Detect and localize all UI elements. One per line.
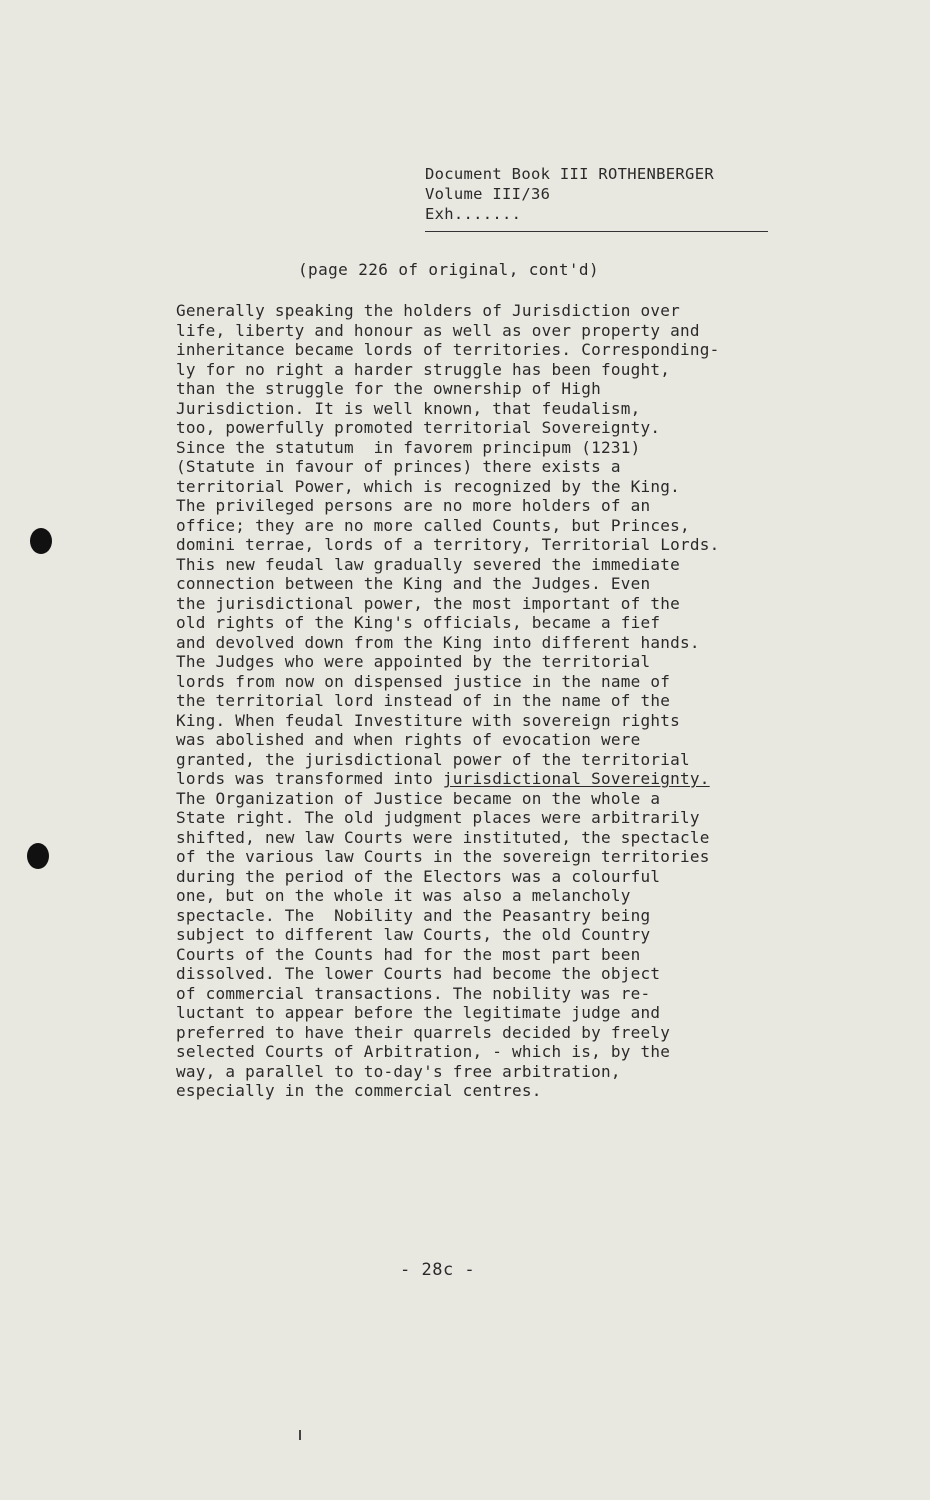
header-exhibit: Exh....... (425, 205, 522, 223)
body-line: subject to different law Courts, the old Country (176, 925, 651, 944)
body-line: office; they are no more called Counts, but Princes, (176, 515, 690, 535)
body-line-underlined (176, 769, 826, 789)
body-line: The privileged persons are no more holders of an (176, 496, 651, 515)
body-line: during the period of the Electors was a colourful (176, 866, 661, 886)
body-line: of commercial transactions. The nobility was re- (176, 983, 651, 1003)
body-line: spectacle. The Nobility and the Peasantry being (176, 905, 651, 925)
body-line: one, but on the whole it was also a melancholy (176, 886, 631, 905)
header-volume: Volume III/36 (425, 185, 551, 203)
body-line: This new feudal law gradually severed the immediate (176, 554, 681, 574)
body-text (176, 301, 826, 1101)
body-line: and devolved down from the King into different hands. (176, 632, 700, 652)
body-line: old rights of the King's officials, became a fief (176, 613, 661, 632)
body-line: connection between the King and the Judges. Even (176, 574, 651, 593)
document-header (425, 164, 825, 224)
body-line: especially in the commercial centres. (176, 1081, 542, 1100)
body-line: The Judges who were appointed by the territorial (176, 652, 651, 671)
body-line: luctant to appear before the legitimate judge and (176, 1003, 661, 1022)
body-line: territorial Power, which is recognized by the King. (176, 476, 681, 496)
margin-mark (299, 1430, 301, 1440)
body-line: ly for no right a harder struggle has been fought, (176, 359, 671, 379)
body-line: domini terrae, lords of a territory, Territorial Lords. (176, 535, 720, 554)
body-line: the territorial lord instead of in the name of the (176, 691, 671, 710)
body-line: Generally speaking the holders of Jurisdiction over (176, 301, 681, 320)
body-lines-after (176, 789, 826, 1101)
body-line: too, powerfully promoted territorial Sovereignty. (176, 418, 661, 437)
underlined-line-prefix: lords was transformed into (176, 769, 443, 788)
body-line: than the struggle for the ownership of High (176, 379, 601, 398)
body-line: State right. The old judgment places were arbitrarily (176, 808, 700, 827)
body-line: life, liberty and honour as well as over property and (176, 320, 700, 340)
body-line: inheritance became lords of territories. Corresponding- (176, 340, 720, 359)
page-reference: (page 226 of original, cont'd) (298, 260, 599, 279)
body-line: the jurisdictional power, the most important of the (176, 593, 681, 613)
body-line: King. When feudal Investiture with sovereign rights (176, 710, 681, 730)
body-line: The Organization of Justice became on the whole a (176, 788, 661, 808)
body-line: Courts of the Counts had for the most part been (176, 944, 641, 964)
header-document-book: Document Book III ROTHENBERGER (425, 165, 714, 183)
body-line: shifted, new law Courts were instituted, the spectacle (176, 827, 710, 847)
body-line: granted, the jurisdictional power of the territorial (176, 749, 690, 769)
punch-hole-mark (30, 528, 52, 554)
header-divider (425, 231, 768, 232)
underlined-phrase: jurisdictional Sovereignty. (442, 769, 710, 788)
body-line: way, a parallel to to-day's free arbitration, (176, 1061, 621, 1081)
body-line: dissolved. The lower Courts had become the object (176, 964, 661, 983)
body-line: preferred to have their quarrels decided by freely (176, 1022, 671, 1042)
body-line: of the various law Courts in the sovereign territories (176, 847, 710, 866)
body-line: selected Courts of Arbitration, - which is, by the (176, 1042, 671, 1061)
body-line: Jurisdiction. It is well known, that feudalism, (176, 398, 641, 418)
page-number: - 28c - (400, 1260, 476, 1280)
body-line: (Statute in favour of princes) there exists a (176, 457, 621, 476)
body-line: was abolished and when rights of evocation were (176, 730, 641, 749)
punch-hole-mark (27, 843, 49, 869)
body-line: Since the statutum in favorem principum (1231) (176, 437, 641, 457)
body-lines-before (176, 301, 826, 769)
body-line: lords from now on dispensed justice in the name of (176, 671, 671, 691)
